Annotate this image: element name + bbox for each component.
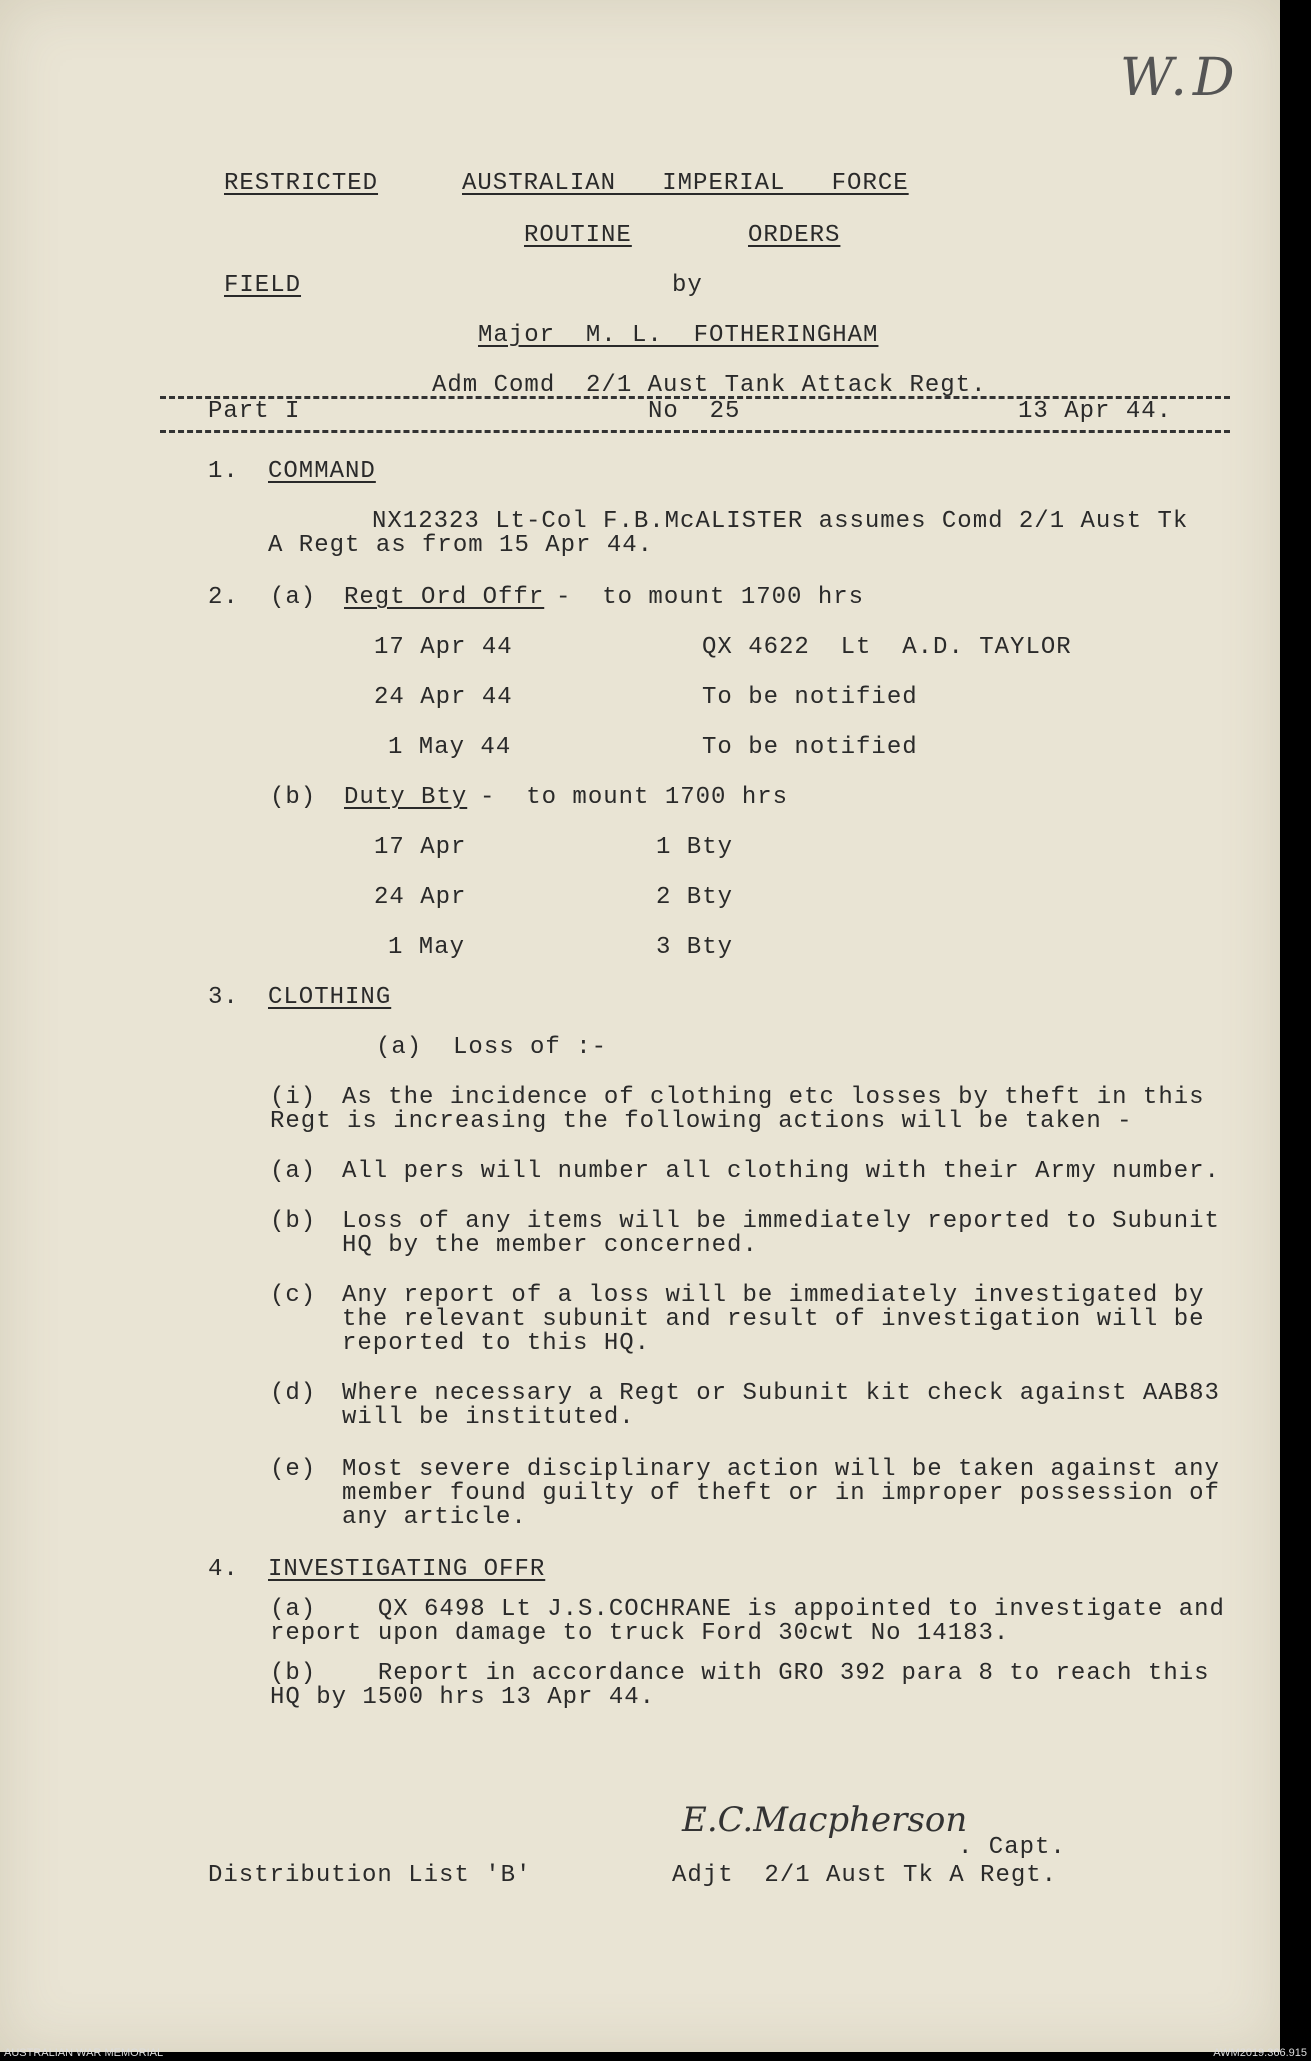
item-text: Where necessary a Regt or Subunit kit check against AAB83 (342, 1380, 1220, 1407)
part-label: Part I (208, 398, 301, 425)
section-2b-detail: - to mount 1700 hrs (480, 784, 789, 811)
routine-word: ROUTINE (524, 222, 632, 249)
roster-date: 17 Apr 44 (374, 634, 513, 661)
handwritten-corner-mark: W.D (1120, 48, 1241, 108)
section-3-number: 3. (208, 984, 239, 1011)
item-label: (i) (270, 1084, 317, 1111)
item-text: the relevant subunit and result of investigation will be (342, 1306, 1205, 1333)
item-text: Regt is increasing the following actions will be taken - (270, 1108, 1133, 1135)
roster-date: 1 May (388, 934, 466, 961)
section-1-line: NX12323 Lt-Col F.B.McALISTER assumes Comd 2/1 Aust Tk (372, 508, 1189, 535)
orders-word: ORDERS (748, 222, 841, 249)
section-3-subheading: (a) Loss of :- (376, 1034, 608, 1061)
section-1-line: A Regt as from 15 Apr 44. (268, 532, 654, 559)
section-4-number: 4. (208, 1556, 239, 1583)
adjutant-title: Adjt 2/1 Aust Tk A Regt. (672, 1862, 1058, 1889)
item-text: As the incidence of clothing etc losses by theft in this (342, 1084, 1205, 1111)
item-label: (b) (270, 1208, 317, 1235)
section-2a-title: Regt Ord Offr (344, 584, 545, 611)
section-2b-title: Duty Bty (344, 784, 468, 811)
item-text: Most severe disciplinary action will be taken against any (342, 1456, 1220, 1483)
item-text: will be instituted. (342, 1404, 635, 1431)
roster-officer: QX 4622 Lt A.D. TAYLOR (702, 634, 1072, 661)
roster-date: 17 Apr (374, 834, 467, 861)
section-2-number: 2. (208, 584, 239, 611)
force-title: AUSTRALIAN IMPERIAL FORCE (462, 170, 909, 197)
admin-command: Adm Comd 2/1 Aust Tank Attack Regt. (432, 372, 987, 399)
header-rule-bottom (160, 430, 1230, 433)
footer-archive-label: AUSTRALIAN WAR MEMORIAL (4, 2047, 164, 2059)
section-4-line: report upon damage to truck Ford 30cwt No 14183. (270, 1620, 1010, 1647)
item-label: (c) (270, 1282, 317, 1309)
roster-date: 24 Apr (374, 884, 467, 911)
item-text: reported to this HQ. (342, 1330, 651, 1357)
item-label: (a) (270, 1158, 317, 1185)
item-label: (d) (270, 1380, 317, 1407)
roster-officer: To be notified (702, 734, 918, 761)
distribution-list: Distribution List 'B' (208, 1862, 532, 1889)
section-2b-label: (b) (270, 784, 317, 811)
footer-reference-number: AWM2019.366.915 (1213, 2047, 1307, 2059)
order-date: 13 Apr 44. (1018, 398, 1173, 425)
roster-officer: To be notified (702, 684, 918, 711)
section-4-line: HQ by 1500 hrs 13 Apr 44. (270, 1684, 656, 1711)
order-number: No 25 (648, 398, 741, 425)
section-4-line: (b) Report in accordance with GRO 392 para 8 to reach this (270, 1660, 1210, 1687)
section-4-title: INVESTIGATING OFFR (268, 1556, 546, 1583)
item-text: any article. (342, 1504, 527, 1531)
item-text: member found guilty of theft or in improper possession of (342, 1480, 1220, 1507)
section-1-title: COMMAND (268, 458, 376, 485)
field-label: FIELD (224, 272, 302, 299)
section-2a-label: (a) (270, 584, 317, 611)
section-3-title: CLOTHING (268, 984, 392, 1011)
handwritten-signature: E.C.Macpherson (682, 1800, 968, 1840)
roster-date: 24 Apr 44 (374, 684, 513, 711)
by-word: by (672, 272, 703, 299)
restricted-label: RESTRICTED (224, 170, 379, 197)
roster-battery: 1 Bty (656, 834, 734, 861)
rank-capt: . Capt. (958, 1834, 1066, 1861)
item-label: (e) (270, 1456, 317, 1483)
section-4-line: (a) QX 6498 Lt J.S.COCHRANE is appointed to investigate and (270, 1596, 1225, 1623)
section-1-number: 1. (208, 458, 239, 485)
section-2a-detail: - to mount 1700 hrs (556, 584, 865, 611)
roster-battery: 2 Bty (656, 884, 734, 911)
item-text: Loss of any items will be immediately reported to Subunit (342, 1208, 1220, 1235)
roster-battery: 3 Bty (656, 934, 734, 961)
item-text: Any report of a loss will be immediately investigated by (342, 1282, 1205, 1309)
roster-date: 1 May 44 (388, 734, 512, 761)
issuing-officer: Major M. L. FOTHERINGHAM (478, 322, 879, 349)
item-text: All pers will number all clothing with their Army number. (342, 1158, 1220, 1185)
item-text: HQ by the member concerned. (342, 1232, 758, 1259)
